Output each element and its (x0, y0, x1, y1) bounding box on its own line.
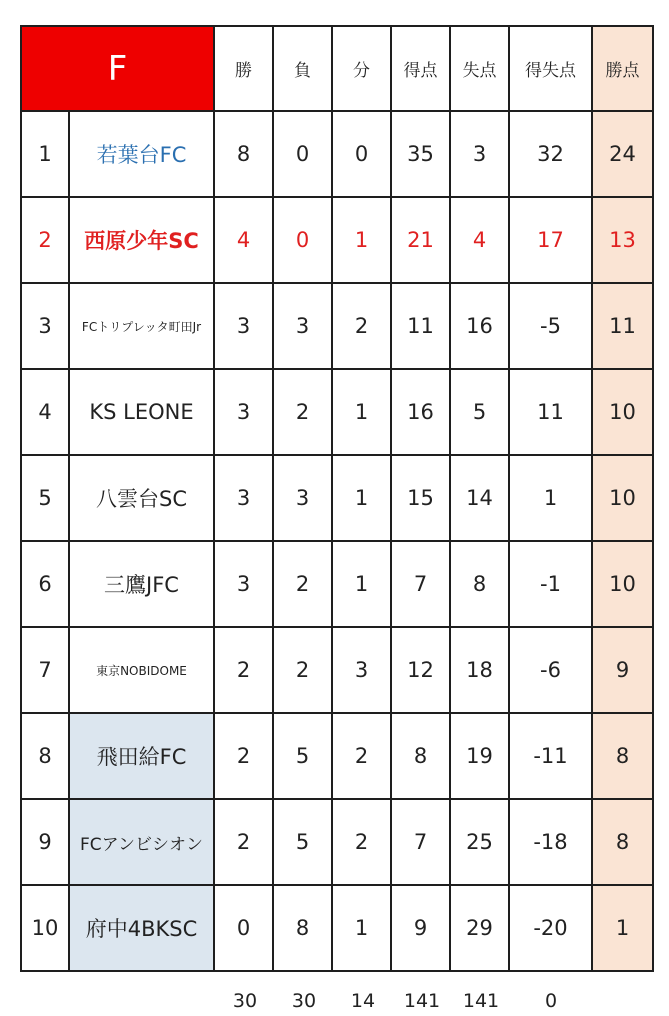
losses-cell: 0 (273, 197, 332, 283)
draws-cell: 2 (332, 283, 391, 369)
draws-cell: 2 (332, 799, 391, 885)
table-row (21, 541, 653, 627)
goal-difference-cell: -18 (509, 799, 592, 885)
goals-against-cell: 5 (450, 369, 509, 455)
draws-cell: 3 (332, 627, 391, 713)
goals-against-cell: 3 (450, 111, 509, 197)
losses-cell: 8 (273, 885, 332, 971)
rank-cell: 9 (21, 799, 69, 885)
losses-cell: 3 (273, 283, 332, 369)
points-cell: 11 (592, 283, 653, 369)
header-goals-against: 失点 (450, 26, 509, 111)
points-cell: 8 (592, 799, 653, 885)
table-row (21, 283, 653, 369)
wins-cell: 3 (214, 541, 273, 627)
goals-against-cell: 29 (450, 885, 509, 971)
draws-cell: 1 (332, 455, 391, 541)
losses-cell: 0 (273, 111, 332, 197)
losses-cell: 5 (273, 799, 332, 885)
table-row (21, 799, 653, 885)
rank-cell: 4 (21, 369, 69, 455)
rank-cell: 5 (21, 455, 69, 541)
team-cell: 三鷹JFC (69, 541, 214, 627)
draws-cell: 1 (332, 369, 391, 455)
wins-cell: 2 (214, 627, 273, 713)
rank-cell: 7 (21, 627, 69, 713)
wins-cell: 2 (214, 713, 273, 799)
goal-difference-cell: -11 (509, 713, 592, 799)
points-cell: 9 (592, 627, 653, 713)
points-cell: 10 (592, 541, 653, 627)
header-wins: 勝 (214, 26, 273, 111)
points-cell: 8 (592, 713, 653, 799)
rank-cell: 3 (21, 283, 69, 369)
table-row (21, 197, 653, 283)
goals-for-cell: 16 (391, 369, 450, 455)
draws-cell: 2 (332, 713, 391, 799)
team-cell: KS LEONE (69, 369, 214, 455)
goal-difference-cell: -5 (509, 283, 592, 369)
goals-against-cell: 25 (450, 799, 509, 885)
draws-cell: 0 (332, 111, 391, 197)
goals-for-cell: 7 (391, 799, 450, 885)
total-goal-difference: 0 (544, 990, 558, 1012)
goals-against-cell: 8 (450, 541, 509, 627)
points-cell: 24 (592, 111, 653, 197)
rank-cell: 2 (21, 197, 69, 283)
goals-for-cell: 8 (391, 713, 450, 799)
draws-cell: 1 (332, 885, 391, 971)
team-cell: 東京NOBIDOME (69, 627, 214, 713)
goal-difference-cell: -1 (509, 541, 592, 627)
table-row (21, 369, 653, 455)
goals-for-cell: 7 (391, 541, 450, 627)
goals-for-cell: 35 (391, 111, 450, 197)
goals-for-cell: 11 (391, 283, 450, 369)
goals-against-cell: 14 (450, 455, 509, 541)
rank-cell: 8 (21, 713, 69, 799)
points-cell: 10 (592, 455, 653, 541)
header-draws: 分 (332, 26, 391, 111)
losses-cell: 2 (273, 541, 332, 627)
goals-for-cell: 9 (391, 885, 450, 971)
header-row (21, 26, 653, 111)
goals-for-cell: 12 (391, 627, 450, 713)
draws-cell: 1 (332, 197, 391, 283)
team-cell: FCアンビシオン (69, 799, 214, 885)
rank-cell: 1 (21, 111, 69, 197)
points-cell: 10 (592, 369, 653, 455)
table-row (21, 713, 653, 799)
table-row (21, 885, 653, 971)
team-cell: 八雲台SC (69, 455, 214, 541)
total-losses: 30 (291, 990, 317, 1012)
goal-difference-cell: 1 (509, 455, 592, 541)
table-row (21, 455, 653, 541)
team-cell: 飛田給FC (69, 713, 214, 799)
losses-cell: 5 (273, 713, 332, 799)
points-cell: 1 (592, 885, 653, 971)
team-cell: 府中4BKSC (69, 885, 214, 971)
team-cell: 西原少年SC (69, 197, 214, 283)
wins-cell: 0 (214, 885, 273, 971)
goal-difference-cell: 32 (509, 111, 592, 197)
draws-cell: 1 (332, 541, 391, 627)
rank-cell: 6 (21, 541, 69, 627)
header-goal-difference: 得失点 (509, 26, 592, 111)
total-goals-for: 141 (403, 990, 441, 1012)
header-goals-for: 得点 (391, 26, 450, 111)
losses-cell: 3 (273, 455, 332, 541)
wins-cell: 4 (214, 197, 273, 283)
wins-cell: 3 (214, 369, 273, 455)
rank-cell: 10 (21, 885, 69, 971)
group-label: F (21, 26, 214, 111)
wins-cell: 8 (214, 111, 273, 197)
goals-for-cell: 15 (391, 455, 450, 541)
goal-difference-cell: 17 (509, 197, 592, 283)
total-goals-against: 141 (462, 990, 500, 1012)
table-row (21, 627, 653, 713)
header-losses: 負 (273, 26, 332, 111)
table-row (21, 111, 653, 197)
total-draws: 14 (350, 990, 376, 1012)
wins-cell: 2 (214, 799, 273, 885)
wins-cell: 3 (214, 455, 273, 541)
goals-against-cell: 19 (450, 713, 509, 799)
standings-table (20, 25, 654, 972)
goals-against-cell: 16 (450, 283, 509, 369)
losses-cell: 2 (273, 369, 332, 455)
total-wins: 30 (232, 990, 258, 1012)
goal-difference-cell: -20 (509, 885, 592, 971)
header-points: 勝点 (592, 26, 653, 111)
team-cell: FCトリプレッタ町田Jr (69, 283, 214, 369)
goals-against-cell: 4 (450, 197, 509, 283)
losses-cell: 2 (273, 627, 332, 713)
goals-against-cell: 18 (450, 627, 509, 713)
goal-difference-cell: -6 (509, 627, 592, 713)
wins-cell: 3 (214, 283, 273, 369)
goals-for-cell: 21 (391, 197, 450, 283)
team-cell: 若葉台FC (69, 111, 214, 197)
points-cell: 13 (592, 197, 653, 283)
goal-difference-cell: 11 (509, 369, 592, 455)
